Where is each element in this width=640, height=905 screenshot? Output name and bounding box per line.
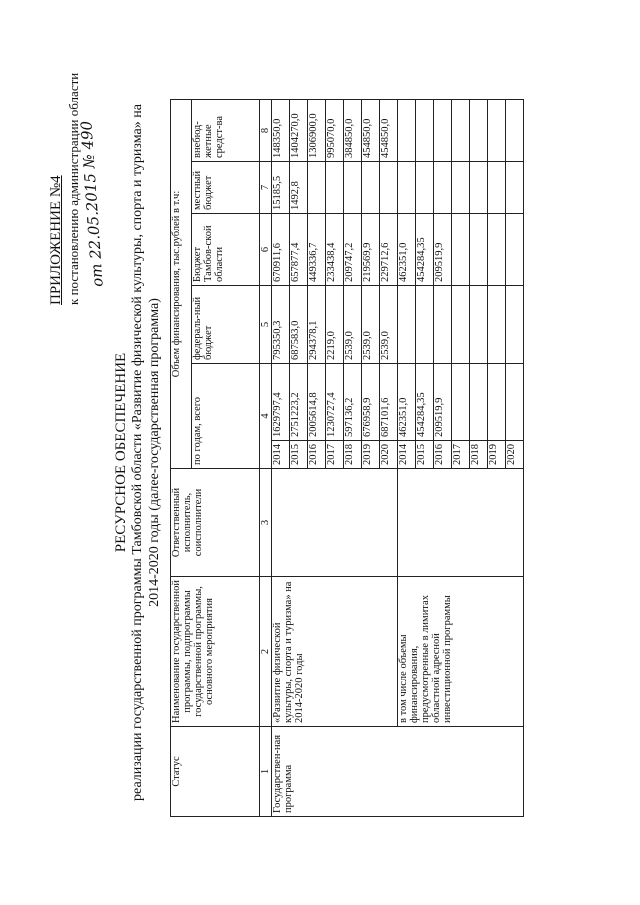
year-cell: 2020 [506,441,524,469]
local-cell [434,162,452,214]
year-cell: 2020 [380,441,398,469]
extra-cell [488,100,506,162]
col-local-header: местный бюджет [192,162,260,214]
appendix-title: ПРИЛОЖЕНИЕ №4 [48,175,64,305]
total-cell: 1629797,4 [272,364,290,441]
extra-cell: 148350,0 [272,100,290,162]
regional-cell: 449336,7 [308,214,326,286]
local-cell [488,162,506,214]
extra-cell [398,100,416,162]
local-cell [380,162,398,214]
table-row [272,100,290,817]
total-cell [452,364,470,441]
regional-cell: 670911,6 [272,214,290,286]
federal-cell [416,286,434,364]
extra-cell: 1306900,0 [308,100,326,162]
year-cell: 2019 [488,441,506,469]
regional-cell: 454284,35 [416,214,434,286]
federal-cell: 2539,0 [380,286,398,364]
regional-cell: 462351,0 [398,214,416,286]
federal-cell: 2219,0 [326,286,344,364]
regional-cell [506,214,524,286]
table-row [398,100,416,817]
regional-cell [470,214,488,286]
year-cell: 2016 [434,441,452,469]
column-number: 6 [260,214,272,286]
federal-cell [470,286,488,364]
col-regional-header: Бюджет Тамбов-ской области [192,214,260,286]
col-executor-header: Ответственный исполнитель, соисполнители [171,469,260,577]
federal-cell: 687583,0 [290,286,308,364]
appendix-subtitle: к постановлению администрации области [66,72,81,305]
column-number: 8 [260,100,272,162]
program-name-cell: «Развитие физической культуры, спорта и туризма» на 2014-2020 годы [272,577,398,727]
regional-cell: 209519,9 [434,214,452,286]
column-number: 2 [260,577,272,727]
local-cell [344,162,362,214]
federal-cell: 294378,1 [308,286,326,364]
local-cell [308,162,326,214]
local-cell [452,162,470,214]
subsection-name-cell: в том числе объемы финансирования, предусмотренные в лимитах областной адресной инвестиционной программы [398,577,524,727]
document-title: РЕСУРСНОЕ ОБЕСПЕЧЕНИЕ [113,352,129,553]
total-cell: 462351,0 [398,364,416,441]
year-cell: 2015 [290,441,308,469]
extra-cell [470,100,488,162]
local-cell [398,162,416,214]
regional-cell: 229712,6 [380,214,398,286]
local-cell [326,162,344,214]
local-cell [362,162,380,214]
executor-cell [398,469,524,577]
col-federal-header: федераль-ный бюджет [192,286,260,364]
handwritten-signature: от 22.05.2015 № 490 [77,120,107,288]
total-cell: 687101,6 [380,364,398,441]
total-cell: 1230727,4 [326,364,344,441]
extra-cell [506,100,524,162]
total-cell: 209519,9 [434,364,452,441]
year-cell: 2017 [452,441,470,469]
resource-table [170,99,524,817]
executor-cell [272,469,398,577]
col-byyear-header: по годам, всего [192,364,260,469]
federal-cell [434,286,452,364]
column-number: 5 [260,286,272,364]
federal-cell: 795350,3 [272,286,290,364]
document-subtitle-line2: 2014-2020 годы (далее-государственная программа) [147,298,162,607]
col-volume-header: Объем финансирования, тыс.рублей в т.ч: [171,100,192,469]
total-cell [506,364,524,441]
column-number: 4 [260,364,272,469]
year-cell: 2014 [398,441,416,469]
local-cell: 15185,5 [272,162,290,214]
federal-cell [506,286,524,364]
total-cell: 454284,35 [416,364,434,441]
federal-cell [452,286,470,364]
header-row-1 [171,100,192,817]
total-cell: 597136,2 [344,364,362,441]
regional-cell: 209747,2 [344,214,362,286]
year-cell: 2018 [344,441,362,469]
extra-cell: 454850,0 [362,100,380,162]
column-numbers-row [260,100,272,817]
regional-cell [452,214,470,286]
extra-cell [452,100,470,162]
local-cell: 1492,8 [290,162,308,214]
year-cell: 2017 [326,441,344,469]
col-status-header: Статус [171,727,260,817]
year-cell: 2015 [416,441,434,469]
column-number: 3 [260,469,272,577]
regional-cell: 657877,4 [290,214,308,286]
regional-cell [488,214,506,286]
local-cell [416,162,434,214]
federal-cell: 2539,0 [344,286,362,364]
total-cell: 676958,9 [362,364,380,441]
total-cell: 2751223,2 [290,364,308,441]
document-subtitle-line1: реализации государственной программы Тамбовской области «Развитие физической культуры, спорта и туризма» на [130,104,145,801]
local-cell [470,162,488,214]
status-cell: Государствен-ная программа [272,727,524,817]
regional-cell: 233438,4 [326,214,344,286]
federal-cell [398,286,416,364]
year-cell: 2014 [272,441,290,469]
extra-cell: 1404270,0 [290,100,308,162]
regional-cell: 219569,9 [362,214,380,286]
table-body [272,100,524,817]
column-number: 1 [260,727,272,817]
total-cell [488,364,506,441]
extra-cell: 995070,0 [326,100,344,162]
extra-cell: 454850,0 [380,100,398,162]
column-number: 7 [260,162,272,214]
year-cell: 2016 [308,441,326,469]
federal-cell: 2539,0 [362,286,380,364]
extra-cell: 384850,0 [344,100,362,162]
federal-cell [488,286,506,364]
col-extra-header: внебюд-жетные средст-ва [192,100,260,162]
extra-cell [434,100,452,162]
year-cell: 2019 [362,441,380,469]
total-cell [470,364,488,441]
extra-cell [416,100,434,162]
col-name-header: Наименование государственной программы, подпрограммы государственной программы, основного мероприятия [171,577,260,727]
total-cell: 2005614,8 [308,364,326,441]
year-cell: 2018 [470,441,488,469]
local-cell [506,162,524,214]
